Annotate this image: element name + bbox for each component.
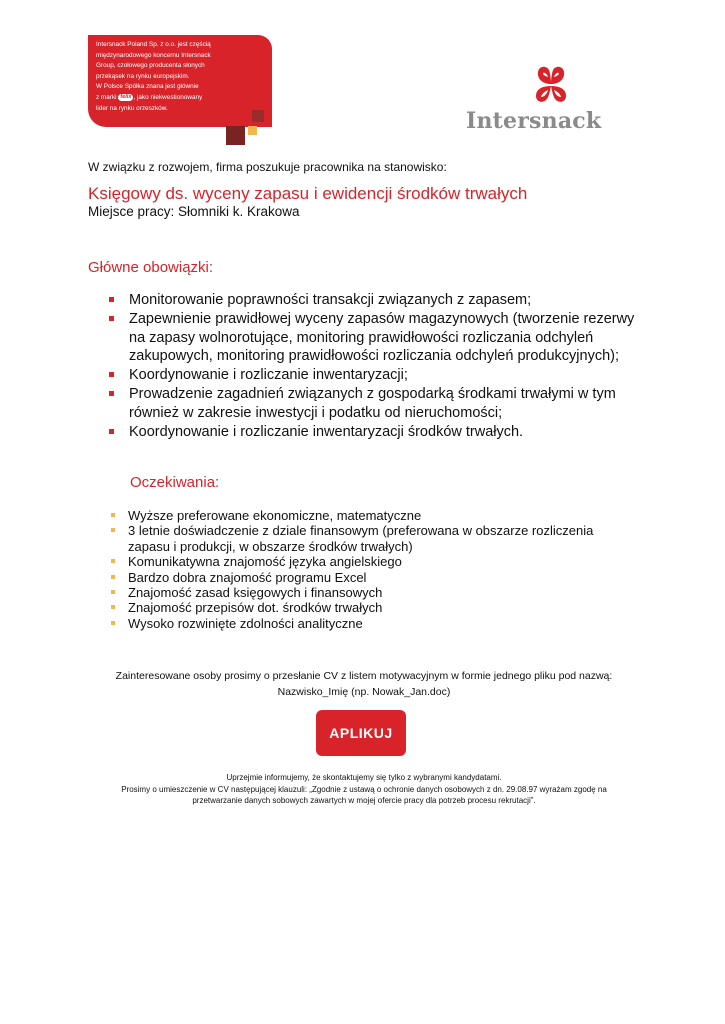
info-line-suffix: , jako niekwestionowany bbox=[133, 93, 203, 101]
bullet-icon bbox=[109, 391, 114, 396]
duty-item bbox=[105, 291, 665, 310]
intersnack-logo-icon bbox=[528, 64, 574, 106]
company-info-box bbox=[88, 35, 272, 127]
duty-line: Prowadzenie zagadnień związanych z gospodarką środkami trwałymi w tym bbox=[129, 385, 616, 402]
intersnack-logo-text: Intersnack bbox=[466, 108, 602, 134]
duties-heading: Główne obowiązki: bbox=[88, 259, 214, 276]
requirement-item bbox=[106, 585, 646, 600]
bullet-icon bbox=[111, 605, 115, 609]
duty-line: Zapewnienie prawidłowej wyceny zapasów magazynowych (tworzenie rezerwy bbox=[129, 310, 635, 327]
requirement-line: Wysoko rozwinięte zdolności analityczne bbox=[128, 615, 363, 631]
duty-line: również w zakresie inwestycji i podatku od nieruchomości; bbox=[129, 404, 503, 421]
job-location: Miejsce pracy: Słomniki k. Krakowa bbox=[88, 204, 300, 219]
notice-line: przetwarzanie danych sobowych zawartych w mojej ofercie pracy dla potrzeb procesu rekrutacji”. bbox=[192, 796, 536, 805]
requirement-line: Bardzo dobra znajomość programu Excel bbox=[128, 569, 367, 585]
duty-line: na zapasy wolnorotujące, monitoring prawidłowości rozliczania odchyleń bbox=[129, 329, 594, 346]
bullet-icon bbox=[111, 513, 115, 517]
bullet-icon bbox=[109, 372, 114, 377]
info-line-prefix: z marki bbox=[96, 93, 117, 101]
duty-line: Koordynowanie i rozliczanie inwentaryzacji środków trwałych. bbox=[129, 423, 524, 440]
requirement-item bbox=[106, 616, 646, 631]
requirement-line: zapasu i produkcji, w obszarze środków trwałych) bbox=[128, 538, 413, 554]
bullet-icon bbox=[109, 429, 114, 434]
intro-text: W związku z rozwojem, firma poszukuje pracownika na stanowisko: bbox=[88, 160, 447, 174]
requirement-item bbox=[106, 554, 646, 569]
apply-instructions-line: Zainteresowane osoby prosimy o przesłanie CV z listem motywacyjnym w formie jednego pliku pod nazwą: bbox=[115, 670, 613, 682]
requirement-item bbox=[106, 508, 646, 523]
felix-logo-badge: felix bbox=[120, 93, 132, 100]
info-line: Intersnack Poland Sp. z o.o. jest częścią bbox=[96, 41, 211, 48]
apply-instructions bbox=[88, 668, 640, 700]
apply-filename-hint: Nazwisko_Imię (np. Nowak_Jan.doc) bbox=[277, 686, 451, 698]
bullet-icon bbox=[111, 528, 115, 532]
requirements-heading: Oczekiwania: bbox=[130, 474, 220, 491]
duty-line: Koordynowanie i rozliczanie inwentaryzacji; bbox=[129, 367, 408, 384]
bullet-icon bbox=[111, 559, 115, 563]
decor-square bbox=[226, 126, 245, 145]
bullet-icon bbox=[109, 297, 114, 302]
job-title: Księgowy ds. wyceny zapasu i ewidencji środków trwałych bbox=[88, 184, 528, 203]
bullet-icon bbox=[111, 621, 115, 625]
info-line: przekąsek na rynku europejskim. bbox=[96, 72, 190, 80]
requirement-item bbox=[106, 600, 646, 615]
requirements-list bbox=[106, 508, 646, 631]
info-line: międzynarodowego koncernu Intersnack bbox=[96, 51, 211, 59]
duty-item bbox=[105, 366, 665, 385]
info-line: W Polsce Spółka znana jest głównie bbox=[96, 83, 199, 91]
duties-list bbox=[105, 291, 665, 441]
privacy-notice bbox=[88, 772, 640, 807]
duty-item bbox=[105, 310, 665, 366]
duty-line: Monitorowanie poprawności transakcji związanych z zapasem; bbox=[129, 292, 532, 308]
bullet-icon bbox=[109, 316, 114, 321]
notice-line: Uprzejmie informujemy, że skontaktujemy się tylko z wybranymi kandydatami. bbox=[226, 773, 502, 782]
duty-item bbox=[105, 423, 665, 442]
apply-button[interactable]: APLIKUJ bbox=[316, 710, 406, 756]
decor-square bbox=[248, 126, 257, 135]
duty-item bbox=[105, 385, 665, 423]
requirement-line: Wyższe preferowane ekonomiczne, matematyczne bbox=[128, 508, 422, 523]
requirement-line: Znajomość zasad księgowych i finansowych bbox=[128, 585, 383, 601]
requirement-line: 3 letnie doświadczenie z dziale finansowym (preferowana w obszarze rozliczenia bbox=[128, 523, 594, 539]
info-line: Group, czołowego producenta słonych bbox=[96, 62, 205, 70]
requirement-item bbox=[106, 570, 646, 585]
notice-line: Prosimy o umieszczenie w CV następującej klauzuli: „Zgodnie z ustawą o ochronie danych osobowych z dn. 29.08.97 wyrażam zgodę na bbox=[121, 784, 607, 794]
duty-line: zakupowych, monitoring prawidłowości rozliczania odchyleń produkcyjnych); bbox=[129, 348, 620, 365]
bullet-icon bbox=[111, 590, 115, 594]
requirement-item bbox=[106, 523, 646, 554]
bullet-icon bbox=[111, 575, 115, 579]
requirement-line: Znajomość przepisów dot. środków trwałych bbox=[128, 600, 383, 616]
info-line: lider na rynku orzeszków. bbox=[96, 104, 168, 112]
info-line bbox=[96, 93, 264, 104]
requirement-line: Komunikatywna znajomość języka angielskiego bbox=[128, 554, 402, 570]
decor-square bbox=[252, 110, 264, 122]
